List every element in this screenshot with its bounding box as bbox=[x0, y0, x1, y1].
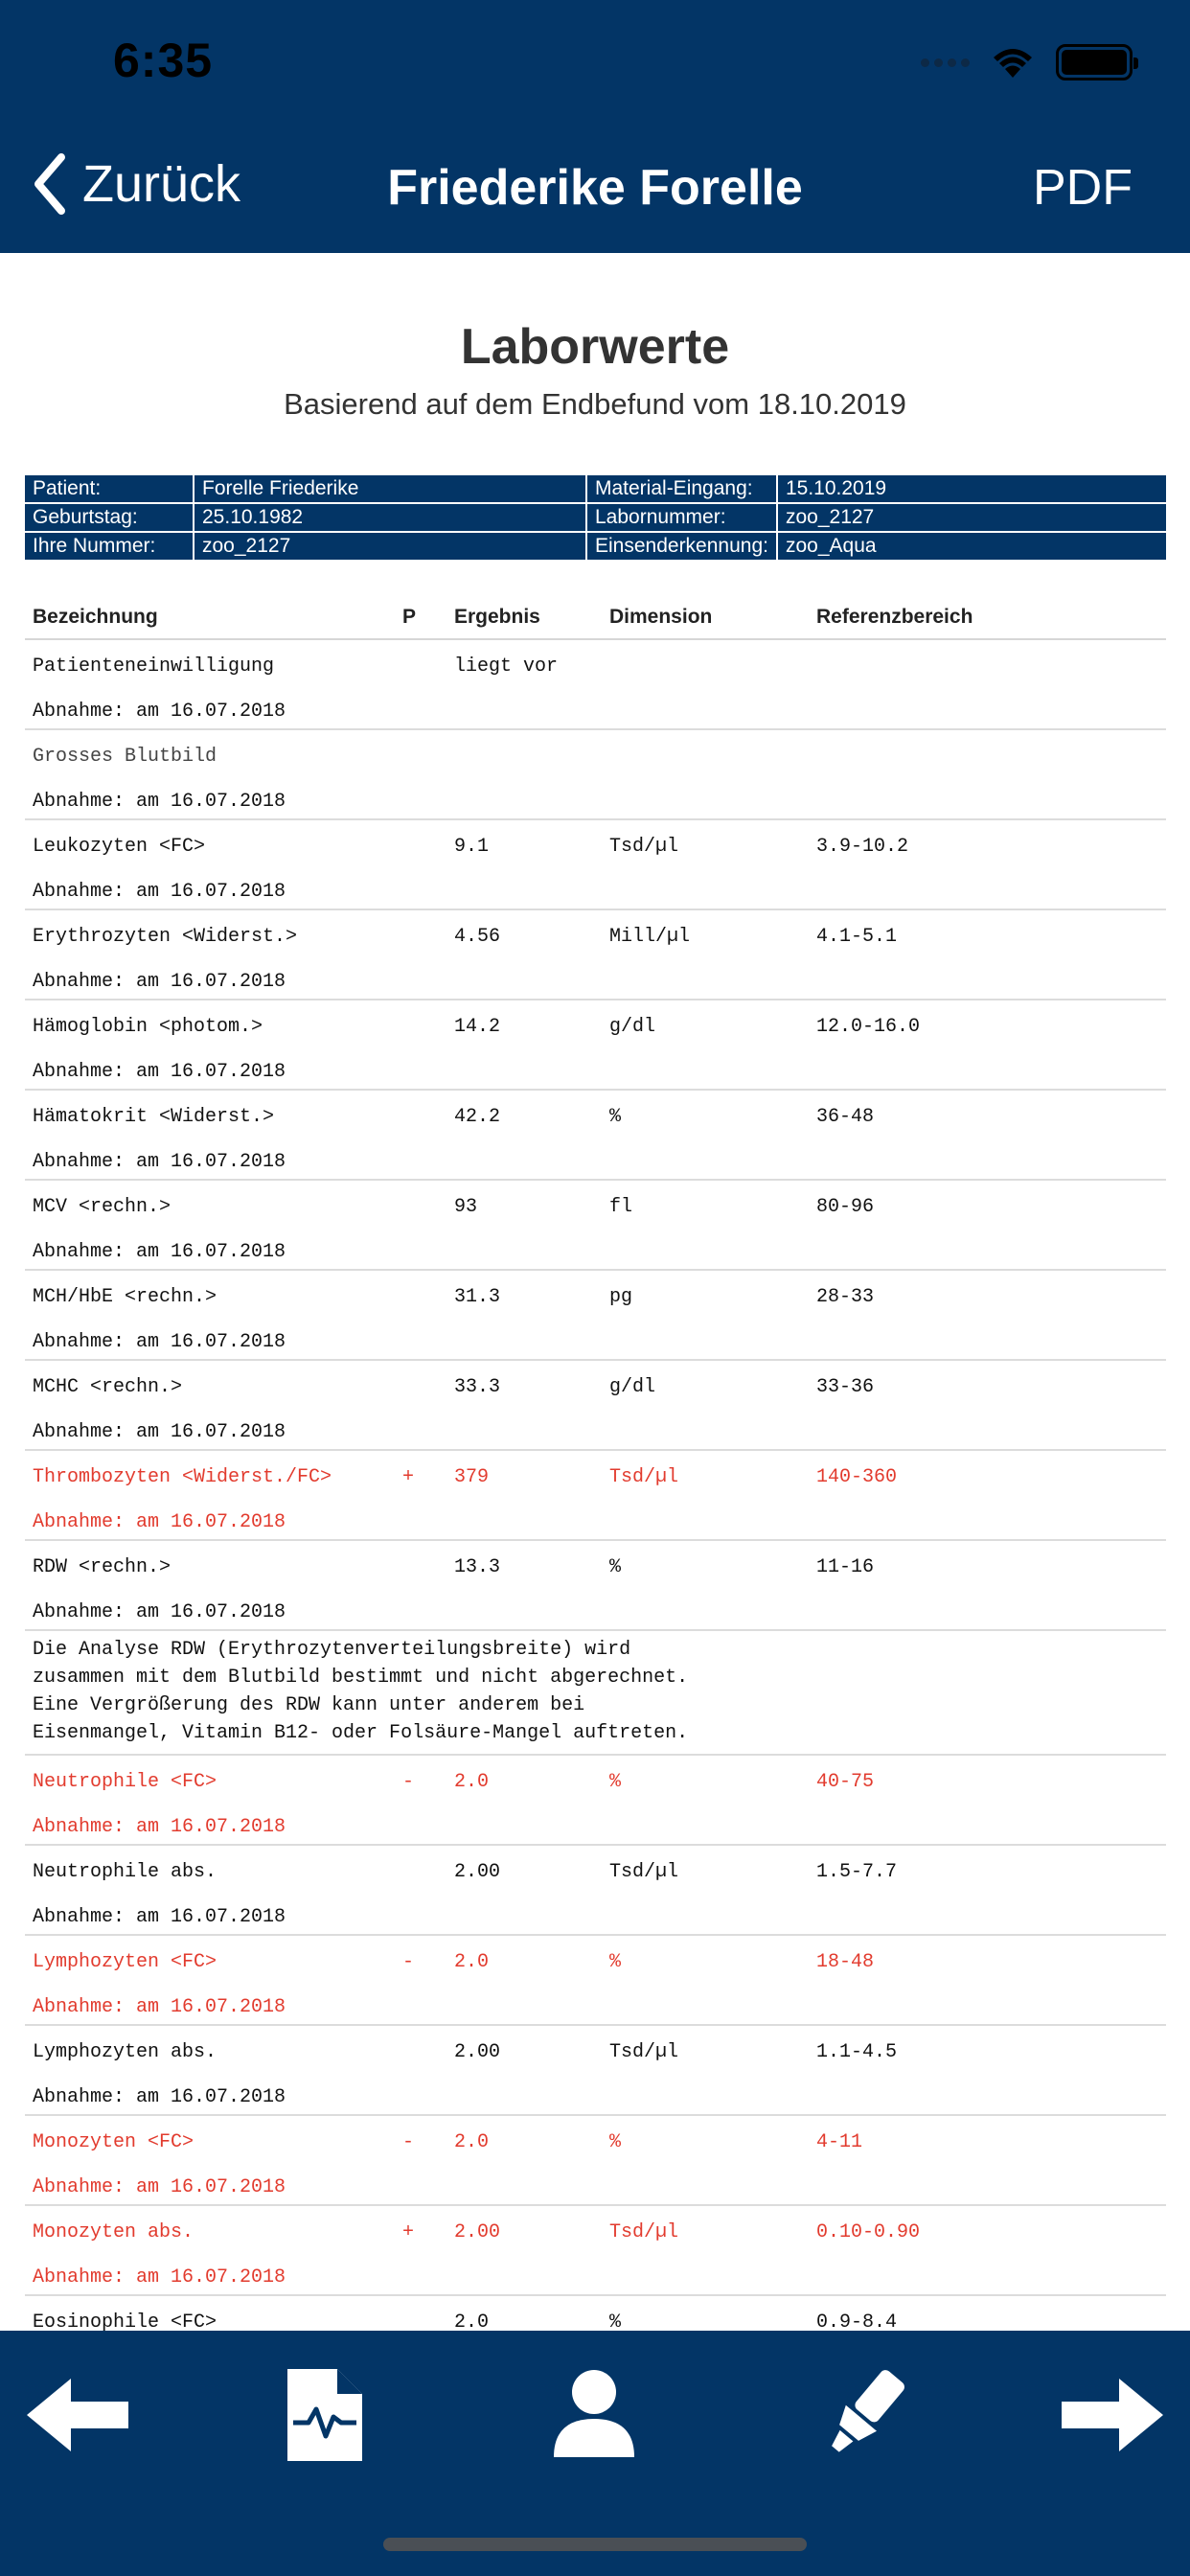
result-value: 2.00 bbox=[454, 1861, 501, 1883]
result-value: 2.00 bbox=[454, 2221, 501, 2243]
result-value: 31.3 bbox=[454, 1286, 501, 1308]
sampling-date: Abnahme: am 16.07.2018 bbox=[33, 2176, 286, 2198]
result-value: 13.3 bbox=[454, 1556, 501, 1578]
result-value: 2.00 bbox=[454, 2041, 501, 2063]
patient-info-table bbox=[25, 473, 1166, 562]
result-row bbox=[25, 2296, 1166, 2331]
result-name: Grosses Blutbild bbox=[33, 746, 217, 768]
result-row bbox=[25, 2116, 1166, 2206]
result-reference: 0.10-0.90 bbox=[816, 2221, 921, 2243]
result-reference: 11-16 bbox=[816, 1556, 875, 1578]
patient-info-row bbox=[25, 503, 1166, 532]
result-name: MCH/HbE <rechn.> bbox=[33, 1286, 217, 1308]
result-name: Lymphozyten <FC> bbox=[33, 1951, 217, 1973]
header-referenzbereich: Referenzbereich bbox=[816, 606, 973, 628]
info-value: Forelle Friederike bbox=[194, 474, 586, 503]
result-name: Neutrophile abs. bbox=[33, 1861, 217, 1883]
sampling-date: Abnahme: am 16.07.2018 bbox=[33, 701, 286, 723]
result-name: MCV <rechn.> bbox=[33, 1196, 172, 1218]
note-line: Eisenmangel, Vitamin B12- oder Folsäure-Mangel auftreten. bbox=[33, 1722, 689, 1744]
result-name: MCHC <rechn.> bbox=[33, 1376, 183, 1398]
result-row bbox=[25, 640, 1166, 730]
arrow-left-icon bbox=[27, 2377, 130, 2453]
sampling-date: Abnahme: am 16.07.2018 bbox=[33, 1241, 286, 1263]
info-label: Labornummer: bbox=[586, 503, 777, 532]
result-name: Neutrophile <FC> bbox=[33, 1771, 217, 1793]
result-value: 4.56 bbox=[454, 926, 501, 948]
result-name: Erythrozyten <Widerst.> bbox=[33, 926, 298, 948]
sampling-date: Abnahme: am 16.07.2018 bbox=[33, 1331, 286, 1353]
info-value: 25.10.1982 bbox=[194, 503, 586, 532]
result-name: Monozyten abs. bbox=[33, 2221, 195, 2243]
result-value: 14.2 bbox=[454, 1016, 501, 1038]
result-dimension: pg bbox=[609, 1286, 633, 1308]
arrow-right-icon bbox=[1060, 2377, 1163, 2453]
result-dimension: % bbox=[609, 2131, 622, 2153]
sampling-date: Abnahme: am 16.07.2018 bbox=[33, 791, 286, 813]
wifi-icon bbox=[991, 45, 1035, 80]
result-name: Patienteneinwilligung bbox=[33, 656, 275, 678]
info-label: Material-Eingang: bbox=[586, 474, 777, 503]
chevron-left-icon bbox=[33, 153, 67, 215]
result-name: Monozyten <FC> bbox=[33, 2131, 195, 2153]
info-label: Patient: bbox=[25, 474, 194, 503]
result-dimension: g/dl bbox=[609, 1376, 656, 1398]
patient-button[interactable] bbox=[554, 2369, 634, 2462]
result-value: 379 bbox=[454, 1466, 490, 1488]
sampling-date: Abnahme: am 16.07.2018 bbox=[33, 1996, 286, 2018]
result-dimension: Tsd/µl bbox=[609, 2041, 679, 2063]
note-line: zusammen mit dem Blutbild bestimmt und nicht abgerechnet. bbox=[33, 1667, 689, 1689]
result-value: 2.0 bbox=[454, 2131, 490, 2153]
result-name: Lymphozyten abs. bbox=[33, 2041, 217, 2063]
sampling-date: Abnahme: am 16.07.2018 bbox=[33, 2266, 286, 2288]
result-reference: 18-48 bbox=[816, 1951, 875, 1973]
result-row bbox=[25, 1541, 1166, 1631]
result-dimension: % bbox=[609, 1771, 622, 1793]
result-reference: 80-96 bbox=[816, 1196, 875, 1218]
lab-report-document[interactable] bbox=[0, 253, 1190, 2331]
back-button[interactable] bbox=[33, 153, 240, 215]
result-dimension: Tsd/µl bbox=[609, 1861, 679, 1883]
highlighter-button[interactable] bbox=[816, 2365, 912, 2466]
result-row bbox=[25, 1271, 1166, 1361]
sampling-date: Abnahme: am 16.07.2018 bbox=[33, 881, 286, 903]
result-value: 42.2 bbox=[454, 1106, 501, 1128]
result-flag: - bbox=[402, 1951, 415, 1973]
result-dimension: % bbox=[609, 1556, 622, 1578]
status-icons bbox=[921, 44, 1133, 80]
sampling-date: Abnahme: am 16.07.2018 bbox=[33, 1906, 286, 1928]
info-label: Ihre Nummer: bbox=[25, 532, 194, 561]
result-name: Eosinophile <FC> bbox=[33, 2312, 217, 2331]
sampling-date: Abnahme: am 16.07.2018 bbox=[33, 1511, 286, 1533]
sampling-date: Abnahme: am 16.07.2018 bbox=[33, 971, 286, 993]
result-dimension: g/dl bbox=[609, 1016, 656, 1038]
result-row bbox=[25, 1451, 1166, 1541]
result-dimension: Tsd/µl bbox=[609, 836, 679, 858]
result-row bbox=[25, 910, 1166, 1000]
status-time: 6:35 bbox=[113, 34, 214, 87]
result-row bbox=[25, 2206, 1166, 2296]
result-reference: 3.9-10.2 bbox=[816, 836, 909, 858]
result-row bbox=[25, 1936, 1166, 2026]
sampling-date: Abnahme: am 16.07.2018 bbox=[33, 1816, 286, 1838]
result-name: Hämatokrit <Widerst.> bbox=[33, 1106, 275, 1128]
result-flag: - bbox=[402, 1771, 415, 1793]
page-title: Friederike Forelle bbox=[387, 160, 803, 216]
result-value: liegt vor bbox=[454, 656, 559, 678]
result-dimension: fl bbox=[609, 1196, 633, 1218]
header-p: P bbox=[402, 606, 417, 628]
result-dimension: % bbox=[609, 1951, 622, 1973]
patient-info-row bbox=[25, 474, 1166, 503]
info-label: Einsenderkennung: bbox=[586, 532, 777, 561]
result-reference: 0.9-8.4 bbox=[816, 2312, 898, 2331]
result-value: 9.1 bbox=[454, 836, 490, 858]
result-value: 33.3 bbox=[454, 1376, 501, 1398]
person-icon bbox=[554, 2369, 634, 2457]
rdw-note bbox=[25, 1631, 1166, 1756]
result-value: 2.0 bbox=[454, 2312, 490, 2331]
sampling-date: Abnahme: am 16.07.2018 bbox=[33, 1151, 286, 1173]
next-button[interactable] bbox=[1060, 2377, 1163, 2458]
result-row bbox=[25, 2026, 1166, 2116]
lab-report-icon bbox=[287, 2369, 362, 2461]
sampling-date: Abnahme: am 16.07.2018 bbox=[33, 2086, 286, 2108]
app-header bbox=[0, 0, 1190, 253]
result-dimension: % bbox=[609, 2312, 622, 2331]
patient-info-row bbox=[25, 532, 1166, 561]
pdf-button[interactable]: PDF bbox=[1033, 160, 1133, 216]
result-row bbox=[25, 1181, 1166, 1271]
info-value: zoo_2127 bbox=[194, 532, 586, 561]
info-value: zoo_2127 bbox=[777, 503, 1166, 532]
result-row bbox=[25, 1361, 1166, 1451]
header-ergebnis: Ergebnis bbox=[454, 606, 540, 628]
info-value: 15.10.2019 bbox=[777, 474, 1166, 503]
sampling-date: Abnahme: am 16.07.2018 bbox=[33, 1421, 286, 1443]
result-row bbox=[25, 1000, 1166, 1091]
home-indicator bbox=[383, 2538, 807, 2551]
result-name: Leukozyten <FC> bbox=[33, 836, 206, 858]
result-name: RDW <rechn.> bbox=[33, 1556, 172, 1578]
sampling-date: Abnahme: am 16.07.2018 bbox=[33, 1601, 286, 1623]
result-reference: 1.1-4.5 bbox=[816, 2041, 898, 2063]
document-subtitle: Basierend auf dem Endbefund vom 18.10.2019 bbox=[284, 387, 906, 421]
header-dimension: Dimension bbox=[609, 606, 713, 628]
result-flag: + bbox=[402, 2221, 415, 2243]
battery-icon bbox=[1056, 44, 1133, 80]
result-flag: + bbox=[402, 1466, 415, 1488]
result-row bbox=[25, 730, 1166, 820]
result-reference: 4-11 bbox=[816, 2131, 863, 2153]
results-table-header bbox=[25, 598, 1166, 640]
result-dimension: Mill/µl bbox=[609, 926, 691, 948]
result-row bbox=[25, 1846, 1166, 1936]
result-value: 2.0 bbox=[454, 1951, 490, 1973]
result-name: Thrombozyten <Widerst./FC> bbox=[33, 1466, 332, 1488]
result-reference: 12.0-16.0 bbox=[816, 1016, 921, 1038]
result-reference: 28-33 bbox=[816, 1286, 875, 1308]
result-value: 93 bbox=[454, 1196, 478, 1218]
result-row bbox=[25, 1091, 1166, 1181]
previous-button[interactable] bbox=[27, 2377, 130, 2458]
result-reference: 33-36 bbox=[816, 1376, 875, 1398]
info-value: zoo_Aqua bbox=[777, 532, 1166, 561]
cellular-signal-icon bbox=[921, 58, 970, 67]
back-button-label: Zurück bbox=[82, 155, 241, 213]
info-label: Geburtstag: bbox=[25, 503, 194, 532]
result-dimension: Tsd/µl bbox=[609, 2221, 679, 2243]
result-reference: 4.1-5.1 bbox=[816, 926, 898, 948]
result-dimension: Tsd/µl bbox=[609, 1466, 679, 1488]
document-title: Laborwerte bbox=[460, 319, 730, 375]
header-bezeichnung: Bezeichnung bbox=[33, 606, 158, 628]
lab-report-button[interactable] bbox=[287, 2369, 362, 2466]
sampling-date: Abnahme: am 16.07.2018 bbox=[33, 1061, 286, 1083]
highlighter-icon bbox=[816, 2365, 912, 2461]
note-line: Die Analyse RDW (Erythrozytenverteilungsbreite) wird bbox=[33, 1639, 631, 1661]
result-reference: 1.5-7.7 bbox=[816, 1861, 898, 1883]
result-name: Hämoglobin <photom.> bbox=[33, 1016, 263, 1038]
result-reference: 36-48 bbox=[816, 1106, 875, 1128]
result-value: 2.0 bbox=[454, 1771, 490, 1793]
result-reference: 140-360 bbox=[816, 1466, 898, 1488]
result-dimension: % bbox=[609, 1106, 622, 1128]
result-row bbox=[25, 1756, 1166, 1846]
result-reference: 40-75 bbox=[816, 1771, 875, 1793]
results-table-body bbox=[25, 640, 1166, 2331]
result-row bbox=[25, 820, 1166, 910]
note-line: Eine Vergrößerung des RDW kann unter anderem bei bbox=[33, 1694, 585, 1716]
result-flag: - bbox=[402, 2131, 415, 2153]
